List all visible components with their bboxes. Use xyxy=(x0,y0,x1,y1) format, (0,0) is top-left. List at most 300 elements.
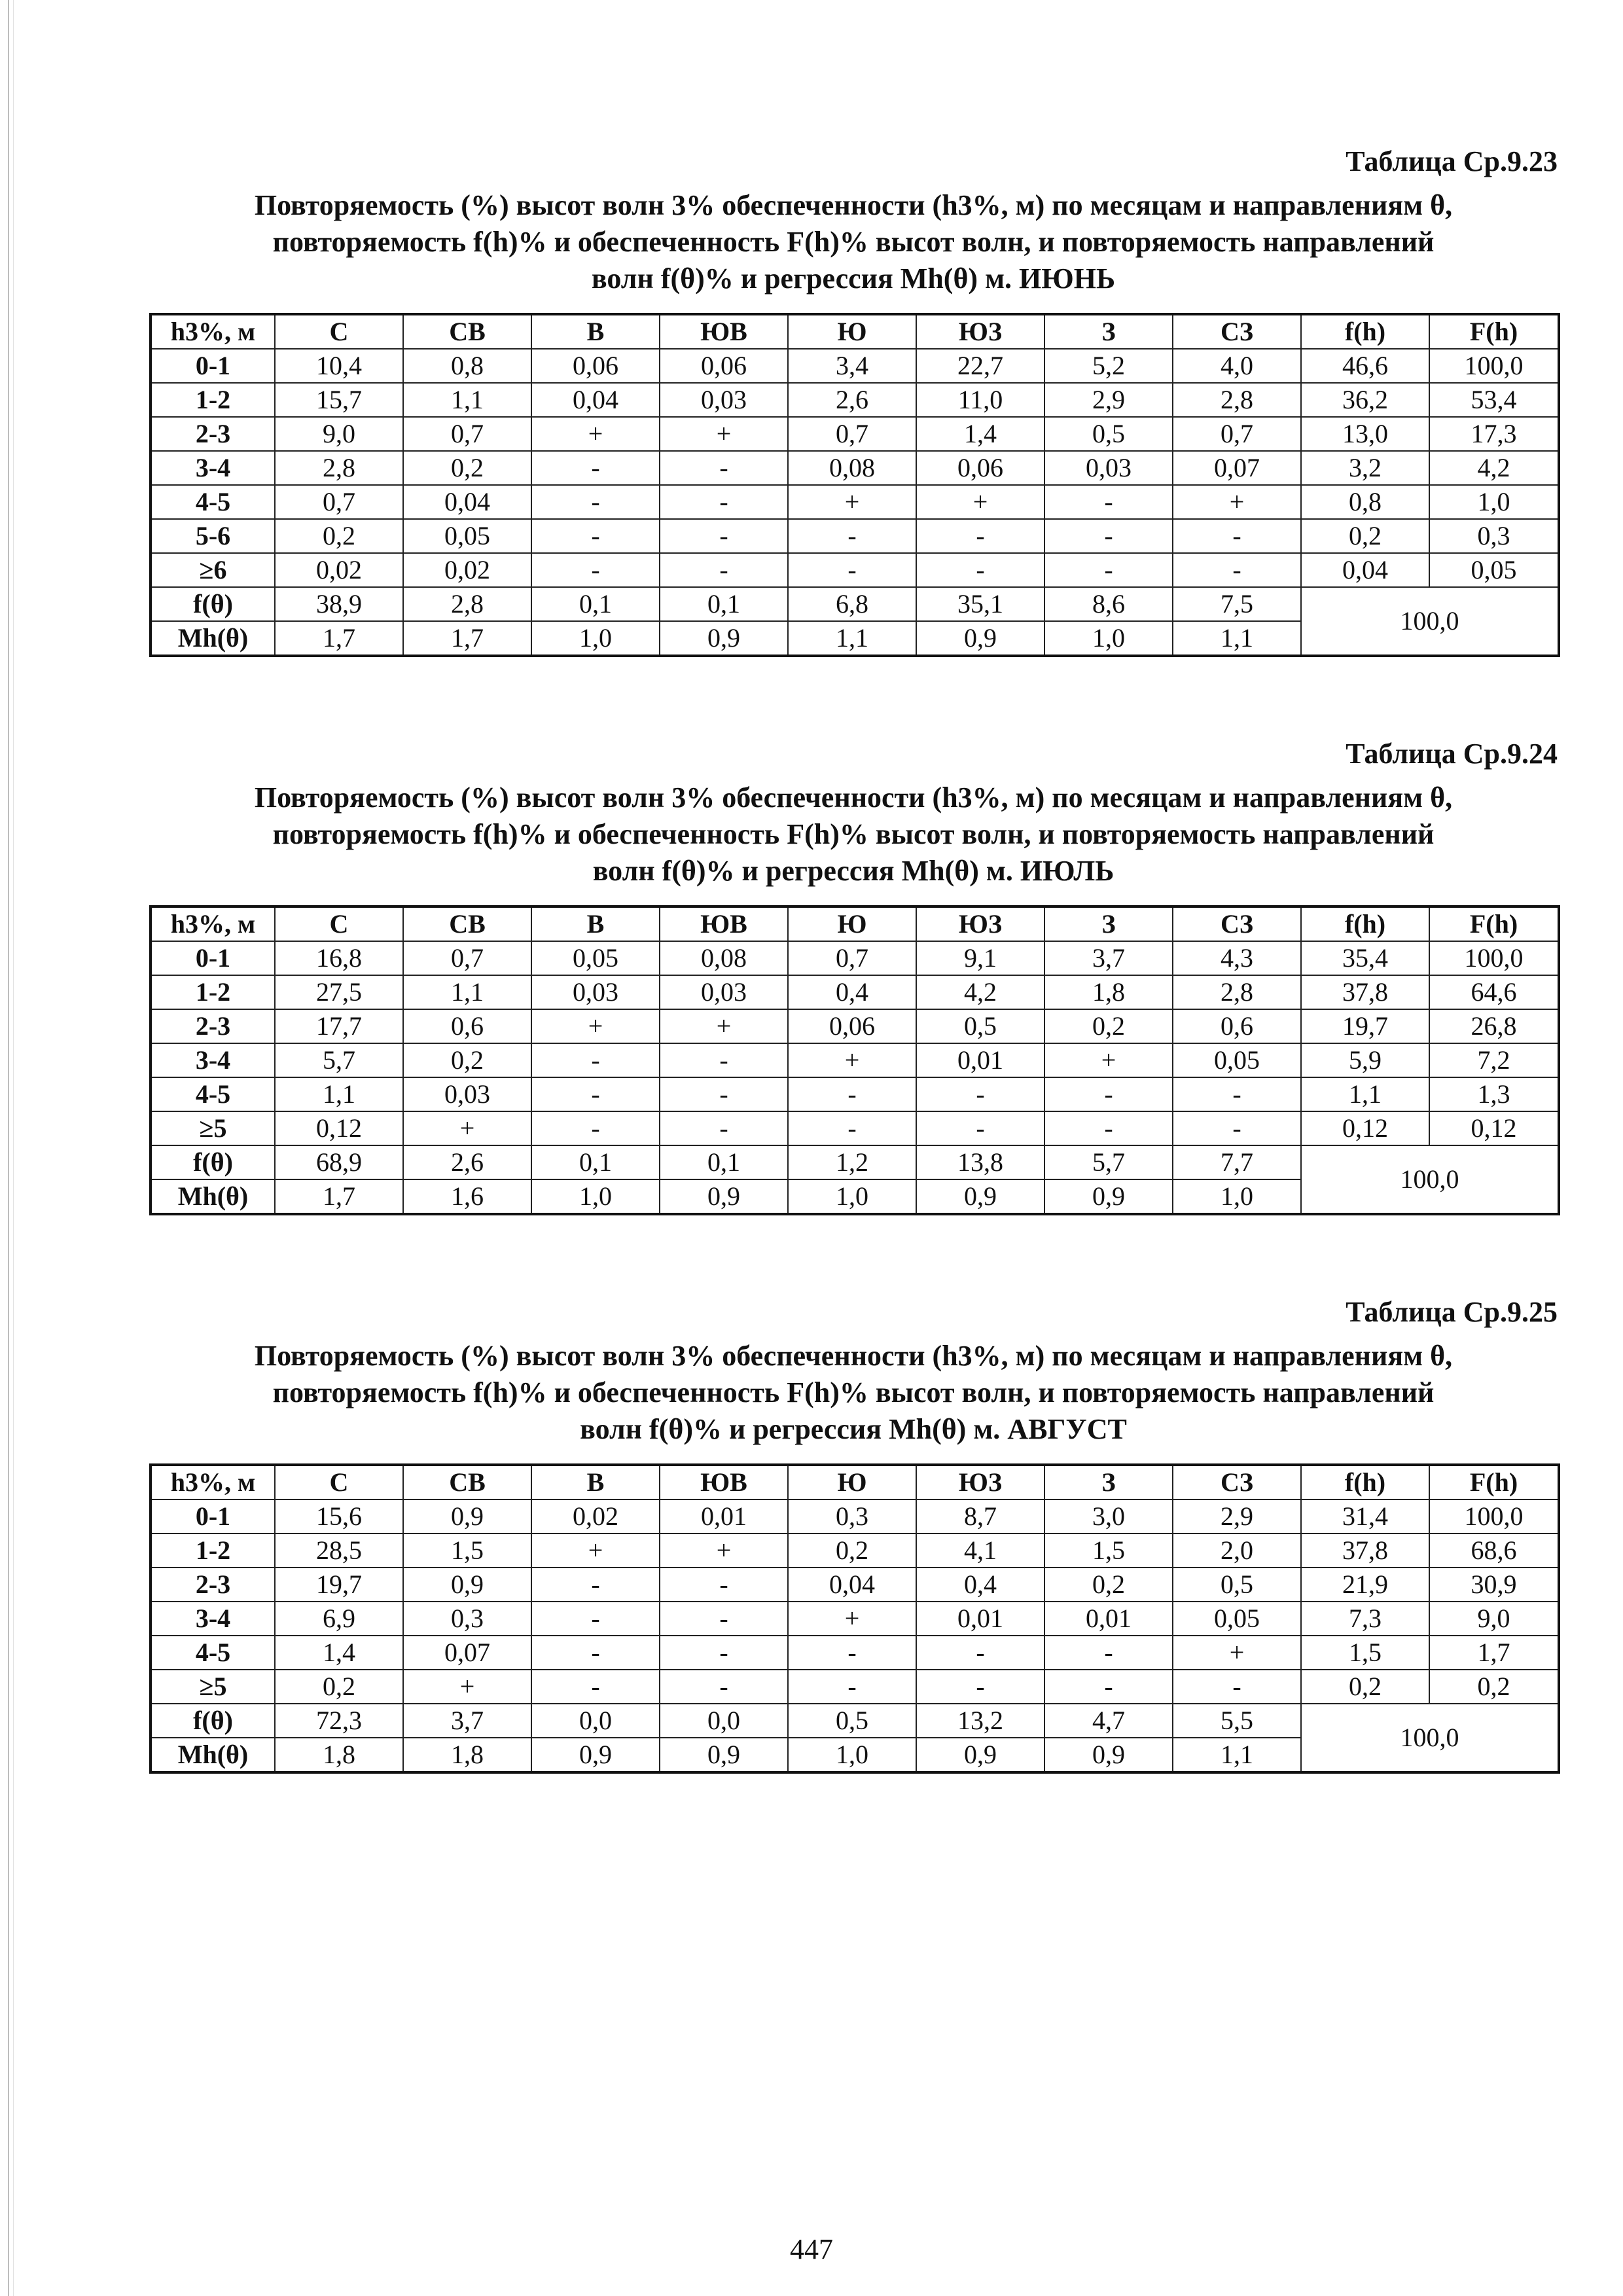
column-header: З xyxy=(1044,1465,1173,1499)
table-cell: 0,7 xyxy=(275,485,403,519)
table-cell: - xyxy=(660,1602,788,1636)
table-cell: 1,1 xyxy=(1301,1077,1429,1111)
table-row xyxy=(151,1043,1559,1077)
table-cell: 37,8 xyxy=(1301,1534,1429,1568)
column-header: В xyxy=(531,314,660,349)
table-cell: + xyxy=(788,1602,916,1636)
f-theta-row xyxy=(151,1145,1559,1179)
table-row xyxy=(151,1077,1559,1111)
table-cell: 1,8 xyxy=(403,1738,531,1772)
table-cell: 27,5 xyxy=(275,975,403,1009)
row-label: 2-3 xyxy=(151,417,275,451)
table-cell: 8,6 xyxy=(1044,587,1173,621)
table-cell: 100,0 xyxy=(1429,1499,1559,1534)
table-cell: 4,1 xyxy=(916,1534,1044,1568)
table-row xyxy=(151,1670,1559,1704)
row-label: 3-4 xyxy=(151,451,275,485)
table-cell: 0,9 xyxy=(403,1499,531,1534)
table-cell: 1,4 xyxy=(916,417,1044,451)
row-label: f(θ) xyxy=(151,1145,275,1179)
caption-line-1: Повторяемость (%) высот волн 3% обеспеченности (h3%, м) по месяцам и направлениям θ, xyxy=(254,1340,1453,1372)
row-label: 0-1 xyxy=(151,349,275,383)
table-row xyxy=(151,485,1559,519)
table-cell: 5,5 xyxy=(1173,1704,1301,1738)
table-cell: - xyxy=(531,1043,660,1077)
table-cell: 0,03 xyxy=(1044,451,1173,485)
table-cell: 38,9 xyxy=(275,587,403,621)
scan-edge-line-faint xyxy=(13,0,14,2296)
table-row xyxy=(151,975,1559,1009)
table-cell: + xyxy=(788,1043,916,1077)
table-cell: 0,05 xyxy=(1429,553,1559,587)
column-header: F(h) xyxy=(1429,1465,1559,1499)
table-cell: 0,9 xyxy=(916,621,1044,656)
table-cell: 0,9 xyxy=(403,1568,531,1602)
row-label: 3-4 xyxy=(151,1602,275,1636)
table-cell: 0,12 xyxy=(275,1111,403,1145)
table-cell: 3,7 xyxy=(403,1704,531,1738)
table-cell: 3,2 xyxy=(1301,451,1429,485)
table-cell: - xyxy=(916,1636,1044,1670)
table-cell: 35,1 xyxy=(916,587,1044,621)
table-cell: 37,8 xyxy=(1301,975,1429,1009)
table-cell: 0,1 xyxy=(531,587,660,621)
table-row xyxy=(151,519,1559,553)
table-cell: 0,04 xyxy=(1301,553,1429,587)
table-cell: 0,02 xyxy=(403,553,531,587)
caption-line-2: повторяемость f(h)% и обеспеченность F(h)% высот волн, и повторяемость направлений xyxy=(272,818,1435,850)
table-cell: - xyxy=(1173,553,1301,587)
table-cell: 0,05 xyxy=(1173,1602,1301,1636)
caption-line-1: Повторяемость (%) высот волн 3% обеспеченности (h3%, м) по месяцам и направлениям θ, xyxy=(254,781,1453,814)
table-cell: + xyxy=(403,1111,531,1145)
table-row xyxy=(151,349,1559,383)
table-cell: 1,0 xyxy=(788,1179,916,1214)
table-cell: 0,9 xyxy=(531,1738,660,1772)
table-cell: 0,8 xyxy=(1301,485,1429,519)
column-header: ЮВ xyxy=(660,314,788,349)
table-cell: 0,01 xyxy=(916,1043,1044,1077)
row-label: ≥5 xyxy=(151,1670,275,1704)
table-cell: 0,1 xyxy=(660,1145,788,1179)
table-cell: - xyxy=(531,1636,660,1670)
table-cell: - xyxy=(531,1568,660,1602)
row-label: 4-5 xyxy=(151,1636,275,1670)
table-cell: 1,5 xyxy=(1044,1534,1173,1568)
table-cell: 0,7 xyxy=(788,417,916,451)
total-cell: 100,0 xyxy=(1301,587,1559,656)
table-cell: 4,3 xyxy=(1173,941,1301,975)
table-cell: - xyxy=(1044,553,1173,587)
row-label: 3-4 xyxy=(151,1043,275,1077)
table-cell: 31,4 xyxy=(1301,1499,1429,1534)
table-cell: 0,06 xyxy=(916,451,1044,485)
table-cell: 3,7 xyxy=(1044,941,1173,975)
table-number: Таблица Ср.9.25 xyxy=(1346,1296,1558,1328)
table-cell: + xyxy=(660,1009,788,1043)
table-cell: 1,1 xyxy=(1173,621,1301,656)
table-cell: 64,6 xyxy=(1429,975,1559,1009)
table-cell: 0,4 xyxy=(916,1568,1044,1602)
table-cell: 5,2 xyxy=(1044,349,1173,383)
column-header: f(h) xyxy=(1301,906,1429,941)
table-cell: - xyxy=(531,485,660,519)
table-cell: 0,9 xyxy=(660,621,788,656)
table-row xyxy=(151,1568,1559,1602)
table-cell: 2,8 xyxy=(275,451,403,485)
table-cell: 53,4 xyxy=(1429,383,1559,417)
table-cell: 0,3 xyxy=(403,1602,531,1636)
table-cell: - xyxy=(1044,1111,1173,1145)
table-cell: 0,8 xyxy=(403,349,531,383)
table-cell: 3,4 xyxy=(788,349,916,383)
table-cell: 0,2 xyxy=(1301,519,1429,553)
table-cell: 0,5 xyxy=(788,1704,916,1738)
row-label: 1-2 xyxy=(151,1534,275,1568)
table-cell: 1,5 xyxy=(403,1534,531,1568)
table-cell: 22,7 xyxy=(916,349,1044,383)
table-cell: 5,9 xyxy=(1301,1043,1429,1077)
table-cell: 2,8 xyxy=(1173,383,1301,417)
table-cell: 4,2 xyxy=(916,975,1044,1009)
row-label: 4-5 xyxy=(151,485,275,519)
table-cell: - xyxy=(916,1077,1044,1111)
page-number: 447 xyxy=(790,2233,833,2265)
table-cell: - xyxy=(660,1111,788,1145)
table-cell: 15,6 xyxy=(275,1499,403,1534)
column-header: З xyxy=(1044,906,1173,941)
table-cell: 35,4 xyxy=(1301,941,1429,975)
table-cell: 0,08 xyxy=(660,941,788,975)
table-cell: 1,7 xyxy=(1429,1636,1559,1670)
column-header: В xyxy=(531,906,660,941)
table-cell: - xyxy=(660,451,788,485)
table-cell: 0,01 xyxy=(1044,1602,1173,1636)
table-row xyxy=(151,1602,1559,1636)
table-row xyxy=(151,451,1559,485)
table-cell: 1,7 xyxy=(275,1179,403,1214)
table-cell: 0,2 xyxy=(275,1670,403,1704)
column-header: СЗ xyxy=(1173,906,1301,941)
row-label: f(θ) xyxy=(151,587,275,621)
table-cell: 1,1 xyxy=(1173,1738,1301,1772)
table-cell: 1,1 xyxy=(403,975,531,1009)
table-cell: 6,8 xyxy=(788,587,916,621)
table-cell: 0,9 xyxy=(660,1179,788,1214)
table-cell: 4,7 xyxy=(1044,1704,1173,1738)
table-cell: + xyxy=(531,1534,660,1568)
table-cell: - xyxy=(531,451,660,485)
table-cell: 4,2 xyxy=(1429,451,1559,485)
row-label: 4-5 xyxy=(151,1077,275,1111)
table-cell: 15,7 xyxy=(275,383,403,417)
table-cell: + xyxy=(1173,1636,1301,1670)
table-cell: 0,5 xyxy=(1173,1568,1301,1602)
table-cell: 0,01 xyxy=(916,1602,1044,1636)
table-cell: + xyxy=(660,1534,788,1568)
table-cell: 0,7 xyxy=(1173,417,1301,451)
table-row xyxy=(151,1009,1559,1043)
table-cell: 0,07 xyxy=(403,1636,531,1670)
table-cell: - xyxy=(660,1043,788,1077)
row-label: 1-2 xyxy=(151,975,275,1009)
column-header: З xyxy=(1044,314,1173,349)
table-cell: 100,0 xyxy=(1429,349,1559,383)
table-cell: + xyxy=(1173,485,1301,519)
table-block-july xyxy=(149,736,1558,1215)
table-cell: 2,0 xyxy=(1173,1534,1301,1568)
table-cell: 0,0 xyxy=(660,1704,788,1738)
header-row xyxy=(151,1465,1559,1499)
table-cell: - xyxy=(531,519,660,553)
scan-edge-line xyxy=(8,0,9,2296)
table-cell: 9,0 xyxy=(275,417,403,451)
table-cell: 0,9 xyxy=(660,1738,788,1772)
table-cell: 68,6 xyxy=(1429,1534,1559,1568)
table-cell: 6,9 xyxy=(275,1602,403,1636)
table-cell: 7,5 xyxy=(1173,587,1301,621)
table-row xyxy=(151,1499,1559,1534)
table-cell: 1,1 xyxy=(788,621,916,656)
table-block-august xyxy=(149,1295,1558,1774)
table-cell: 0,3 xyxy=(1429,519,1559,553)
table-cell: 0,03 xyxy=(660,975,788,1009)
table-cell: 1,6 xyxy=(403,1179,531,1214)
table-cell: 0,2 xyxy=(788,1534,916,1568)
row-label: 2-3 xyxy=(151,1009,275,1043)
table-cell: 0,3 xyxy=(788,1499,916,1534)
column-header: ЮВ xyxy=(660,906,788,941)
table-block-june xyxy=(149,144,1558,657)
table-cell: 1,2 xyxy=(788,1145,916,1179)
table-cell: 2,8 xyxy=(403,587,531,621)
table-cell: 1,0 xyxy=(788,1738,916,1772)
column-header: В xyxy=(531,1465,660,1499)
column-header: СЗ xyxy=(1173,1465,1301,1499)
table-cell: - xyxy=(531,1670,660,1704)
table-cell: 0,2 xyxy=(1044,1568,1173,1602)
table-cell: 0,04 xyxy=(403,485,531,519)
table-row xyxy=(151,417,1559,451)
table-cell: + xyxy=(660,417,788,451)
table-cell: 0,6 xyxy=(1173,1009,1301,1043)
data-table xyxy=(149,313,1560,657)
table-cell: - xyxy=(788,553,916,587)
header-row xyxy=(151,906,1559,941)
table-cell: 17,7 xyxy=(275,1009,403,1043)
table-number: Таблица Ср.9.24 xyxy=(1346,738,1558,770)
table-cell: 9,0 xyxy=(1429,1602,1559,1636)
table-cell: 26,8 xyxy=(1429,1009,1559,1043)
table-cell: 30,9 xyxy=(1429,1568,1559,1602)
row-label: 2-3 xyxy=(151,1568,275,1602)
row-label: 1-2 xyxy=(151,383,275,417)
table-cell: 0,7 xyxy=(788,941,916,975)
table-cell: 0,03 xyxy=(403,1077,531,1111)
table-cell: 3,0 xyxy=(1044,1499,1173,1534)
table-cell: + xyxy=(531,417,660,451)
column-header: Ю xyxy=(788,1465,916,1499)
total-cell: 100,0 xyxy=(1301,1145,1559,1214)
caption-line-3: волн f(θ)% и регрессия Mh(θ) м. АВГУСТ xyxy=(580,1413,1127,1445)
column-header: Ю xyxy=(788,906,916,941)
table-row xyxy=(151,1636,1559,1670)
column-header: СЗ xyxy=(1173,314,1301,349)
column-header: h3%, м xyxy=(151,906,275,941)
data-table xyxy=(149,905,1560,1215)
table-cell: 19,7 xyxy=(275,1568,403,1602)
table-cell: 0,4 xyxy=(788,975,916,1009)
table-cell: 9,1 xyxy=(916,941,1044,975)
caption-line-2: повторяемость f(h)% и обеспеченность F(h)% высот волн, и повторяемость направлений xyxy=(272,226,1435,258)
row-label: 0-1 xyxy=(151,1499,275,1534)
table-cell: 0,08 xyxy=(788,451,916,485)
table-cell: 2,6 xyxy=(788,383,916,417)
table-cell: 4,0 xyxy=(1173,349,1301,383)
total-cell: 100,0 xyxy=(1301,1704,1559,1772)
table-cell: 2,9 xyxy=(1173,1499,1301,1534)
table-cell: - xyxy=(531,1602,660,1636)
column-header: Ю xyxy=(788,314,916,349)
table-cell: 1,1 xyxy=(275,1077,403,1111)
table-row xyxy=(151,1111,1559,1145)
table-cell: 0,03 xyxy=(531,975,660,1009)
table-cell: 0,6 xyxy=(403,1009,531,1043)
table-cell: 7,3 xyxy=(1301,1602,1429,1636)
table-cell: 2,8 xyxy=(1173,975,1301,1009)
table-cell: - xyxy=(1173,1077,1301,1111)
f-theta-row xyxy=(151,587,1559,621)
table-cell: - xyxy=(660,519,788,553)
table-caption xyxy=(149,187,1558,297)
table-cell: - xyxy=(1173,1111,1301,1145)
table-cell: 0,5 xyxy=(1044,417,1173,451)
table-cell: 0,01 xyxy=(660,1499,788,1534)
table-cell: 0,07 xyxy=(1173,451,1301,485)
table-cell: 36,2 xyxy=(1301,383,1429,417)
table-cell: 11,0 xyxy=(916,383,1044,417)
table-cell: 1,7 xyxy=(275,621,403,656)
table-cell: 0,12 xyxy=(1301,1111,1429,1145)
table-cell: - xyxy=(531,1077,660,1111)
table-cell: 7,7 xyxy=(1173,1145,1301,1179)
table-cell: + xyxy=(531,1009,660,1043)
table-cell: 0,9 xyxy=(1044,1179,1173,1214)
row-label: ≥6 xyxy=(151,553,275,587)
column-header: F(h) xyxy=(1429,906,1559,941)
caption-line-2: повторяемость f(h)% и обеспеченность F(h)% высот волн, и повторяемость направлений xyxy=(272,1376,1435,1408)
column-header: С xyxy=(275,1465,403,1499)
table-cell: 0,06 xyxy=(531,349,660,383)
table-row xyxy=(151,941,1559,975)
table-cell: 72,3 xyxy=(275,1704,403,1738)
column-header: h3%, м xyxy=(151,314,275,349)
table-cell: 1,3 xyxy=(1429,1077,1559,1111)
column-header: С xyxy=(275,314,403,349)
caption-line-3: волн f(θ)% и регрессия Mh(θ) м. ИЮЛЬ xyxy=(592,855,1115,887)
table-cell: 0,03 xyxy=(660,383,788,417)
table-cell: + xyxy=(916,485,1044,519)
row-label: Mh(θ) xyxy=(151,621,275,656)
table-cell: 68,9 xyxy=(275,1145,403,1179)
table-cell: 0,1 xyxy=(531,1145,660,1179)
table-cell: 8,7 xyxy=(916,1499,1044,1534)
table-cell: - xyxy=(788,1636,916,1670)
table-cell: - xyxy=(1173,1670,1301,1704)
table-cell: 1,0 xyxy=(531,1179,660,1214)
table-cell: - xyxy=(1044,485,1173,519)
table-cell: 1,0 xyxy=(1044,621,1173,656)
table-cell: 0,06 xyxy=(788,1009,916,1043)
column-header: СВ xyxy=(403,906,531,941)
table-cell: - xyxy=(660,1077,788,1111)
table-cell: 0,02 xyxy=(275,553,403,587)
table-cell: - xyxy=(788,1111,916,1145)
table-cell: 1,0 xyxy=(1173,1179,1301,1214)
table-cell: 0,05 xyxy=(531,941,660,975)
table-cell: 0,2 xyxy=(403,1043,531,1077)
table-cell: 0,2 xyxy=(1044,1009,1173,1043)
table-cell: 21,9 xyxy=(1301,1568,1429,1602)
table-cell: 0,2 xyxy=(403,451,531,485)
table-cell: - xyxy=(1173,519,1301,553)
table-cell: 2,9 xyxy=(1044,383,1173,417)
column-header: f(h) xyxy=(1301,1465,1429,1499)
table-cell: - xyxy=(1044,1636,1173,1670)
table-cell: 0,12 xyxy=(1429,1111,1559,1145)
table-cell: 17,3 xyxy=(1429,417,1559,451)
table-cell: - xyxy=(660,1636,788,1670)
table-cell: 1,0 xyxy=(1429,485,1559,519)
column-header: СВ xyxy=(403,314,531,349)
table-cell: 13,8 xyxy=(916,1145,1044,1179)
table-cell: - xyxy=(1044,1670,1173,1704)
table-cell: 100,0 xyxy=(1429,941,1559,975)
table-cell: 1,7 xyxy=(403,621,531,656)
table-cell: 5,7 xyxy=(275,1043,403,1077)
table-cell: 7,2 xyxy=(1429,1043,1559,1077)
table-cell: - xyxy=(916,1111,1044,1145)
table-cell: + xyxy=(403,1670,531,1704)
row-label: Mh(θ) xyxy=(151,1738,275,1772)
table-cell: 10,4 xyxy=(275,349,403,383)
table-cell: 5,7 xyxy=(1044,1145,1173,1179)
table-cell: 2,6 xyxy=(403,1145,531,1179)
table-cell: 1,0 xyxy=(531,621,660,656)
table-cell: - xyxy=(788,1670,916,1704)
table-caption xyxy=(149,780,1558,889)
table-cell: - xyxy=(660,485,788,519)
column-header: С xyxy=(275,906,403,941)
row-label: Mh(θ) xyxy=(151,1179,275,1214)
table-cell: - xyxy=(660,1568,788,1602)
table-cell: 0,1 xyxy=(660,587,788,621)
row-label: 0-1 xyxy=(151,941,275,975)
table-cell: 0,05 xyxy=(1173,1043,1301,1077)
column-header: ЮЗ xyxy=(916,314,1044,349)
table-cell: 28,5 xyxy=(275,1534,403,1568)
table-cell: 13,2 xyxy=(916,1704,1044,1738)
table-cell: 0,06 xyxy=(660,349,788,383)
table-cell: 19,7 xyxy=(1301,1009,1429,1043)
header-row xyxy=(151,314,1559,349)
table-cell: 1,8 xyxy=(275,1738,403,1772)
table-cell: 0,02 xyxy=(531,1499,660,1534)
table-cell: 0,9 xyxy=(916,1179,1044,1214)
table-cell: - xyxy=(660,1670,788,1704)
row-label: 5-6 xyxy=(151,519,275,553)
table-number: Таблица Ср.9.23 xyxy=(1346,145,1558,177)
